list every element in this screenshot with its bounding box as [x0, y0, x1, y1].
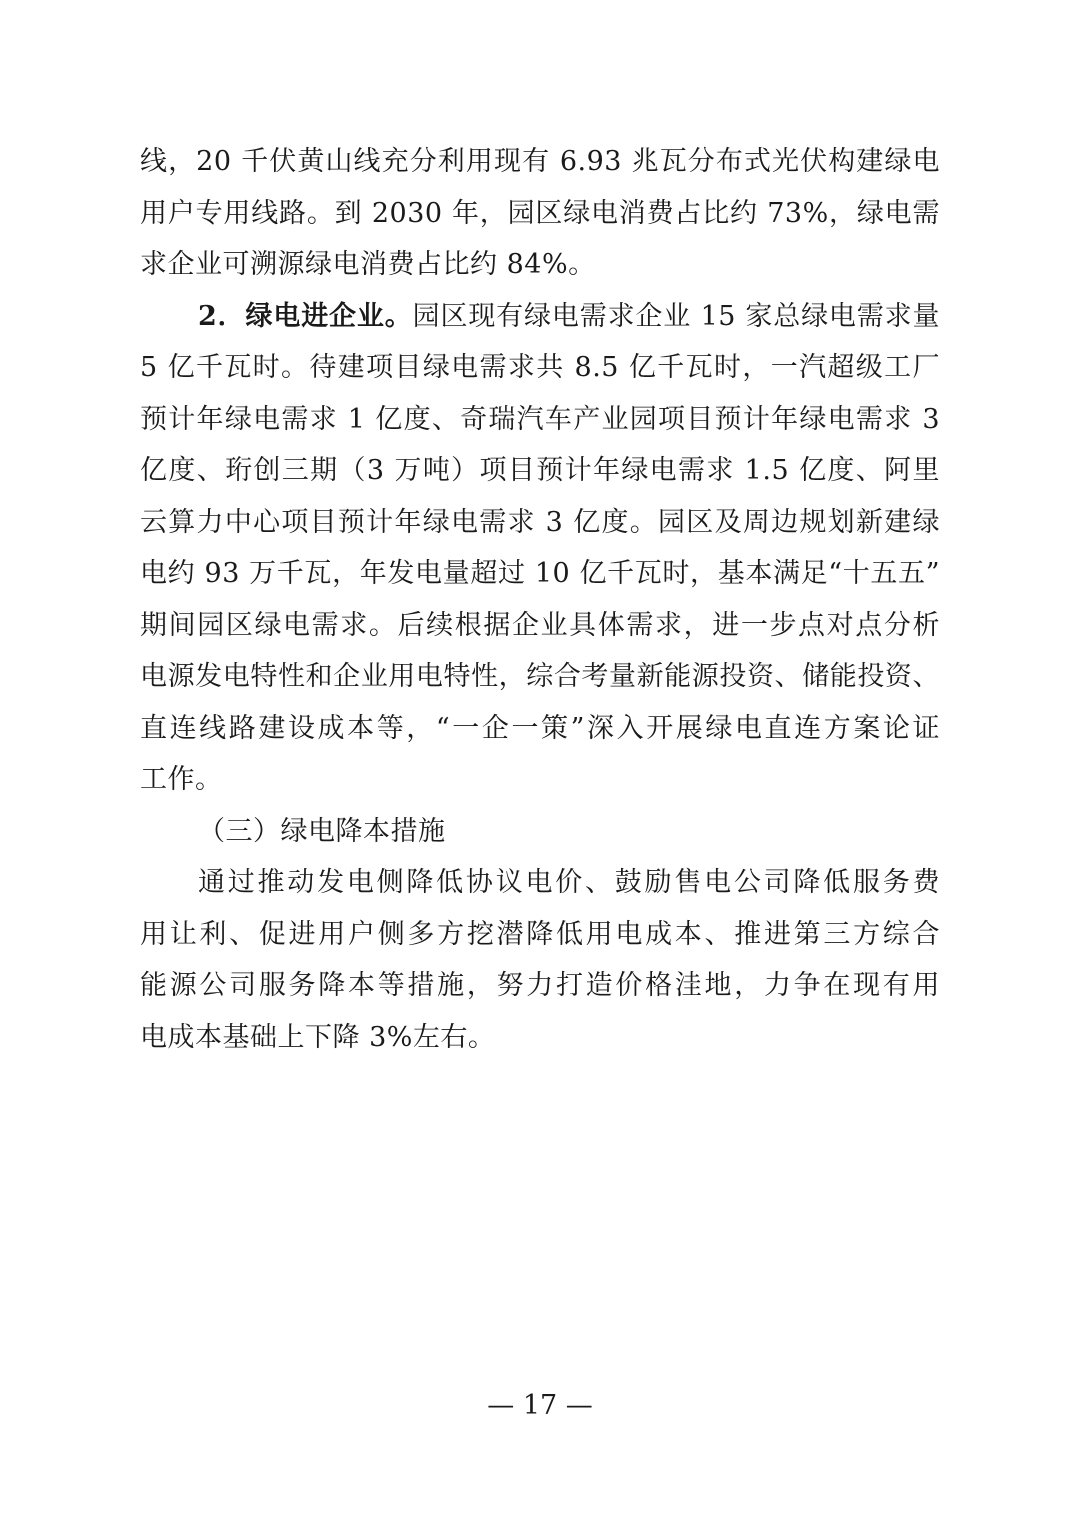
paragraph-line: 期间园区绿电需求。后续根据企业具体需求，进一步点对点分析: [140, 609, 940, 641]
paragraph-line: 能源公司服务降本等措施，努力打造价格洼地，力争在现有用: [140, 970, 940, 1001]
bold-lead-text: 2．绿电进企业。: [198, 300, 413, 332]
paragraph-line: 求企业可溯源绿电消费占比约 84%。: [140, 249, 596, 280]
paragraph-line: 工作。: [140, 764, 223, 795]
paragraph-line: 用户专用线路。到 2030 年，园区绿电消费占比约 73%，绿电需: [140, 197, 940, 229]
paragraph-line: 5 亿千瓦时。待建项目绿电需求共 8.5 亿千瓦时，一汽超级工厂: [140, 352, 940, 383]
paragraph-line: 电成本基础上下降 3%左右。: [140, 1021, 496, 1053]
body-text: [140, 136, 940, 1063]
paragraph-text: 园区现有绿电需求企业 15 家总绿电需求量: [412, 300, 940, 332]
page-number: — 17 —: [487, 1390, 593, 1421]
section-heading: （三）绿电降本措施: [198, 815, 446, 847]
paragraph-line: 预计年绿电需求 1 亿度、奇瑞汽车产业园项目预计年绿电需求 3: [140, 403, 940, 435]
paragraph-line: 电源发电特性和企业用电特性，综合考量新能源投资、储能投资、: [140, 661, 940, 692]
paragraph-line: 亿度、珩创三期（3 万吨）项目预计年绿电需求 1.5 亿度、阿里: [140, 455, 940, 486]
paragraph-line: 线，20 千伏黄山线充分利用现有 6.93 兆瓦分布式光伏构建绿电: [140, 146, 940, 177]
paragraph-line: 电约 93 万千瓦，年发电量超过 10 亿千瓦时，基本满足“十五五”: [140, 558, 940, 589]
paragraph-line: 直连线路建设成本等，“一企一策”深入开展绿电直连方案论证: [140, 712, 940, 744]
paragraph-line: 通过推动发电侧降低协议电价、鼓励售电公司降低服务费: [198, 867, 940, 898]
paragraph-line: [140, 291, 940, 343]
paragraph-line: 用让利、促进用户侧多方挖潜降低用电成本、推进第三方综合: [140, 918, 940, 950]
paragraph-line: 云算力中心项目预计年绿电需求 3 亿度。园区及周边规划新建绿: [140, 506, 940, 538]
